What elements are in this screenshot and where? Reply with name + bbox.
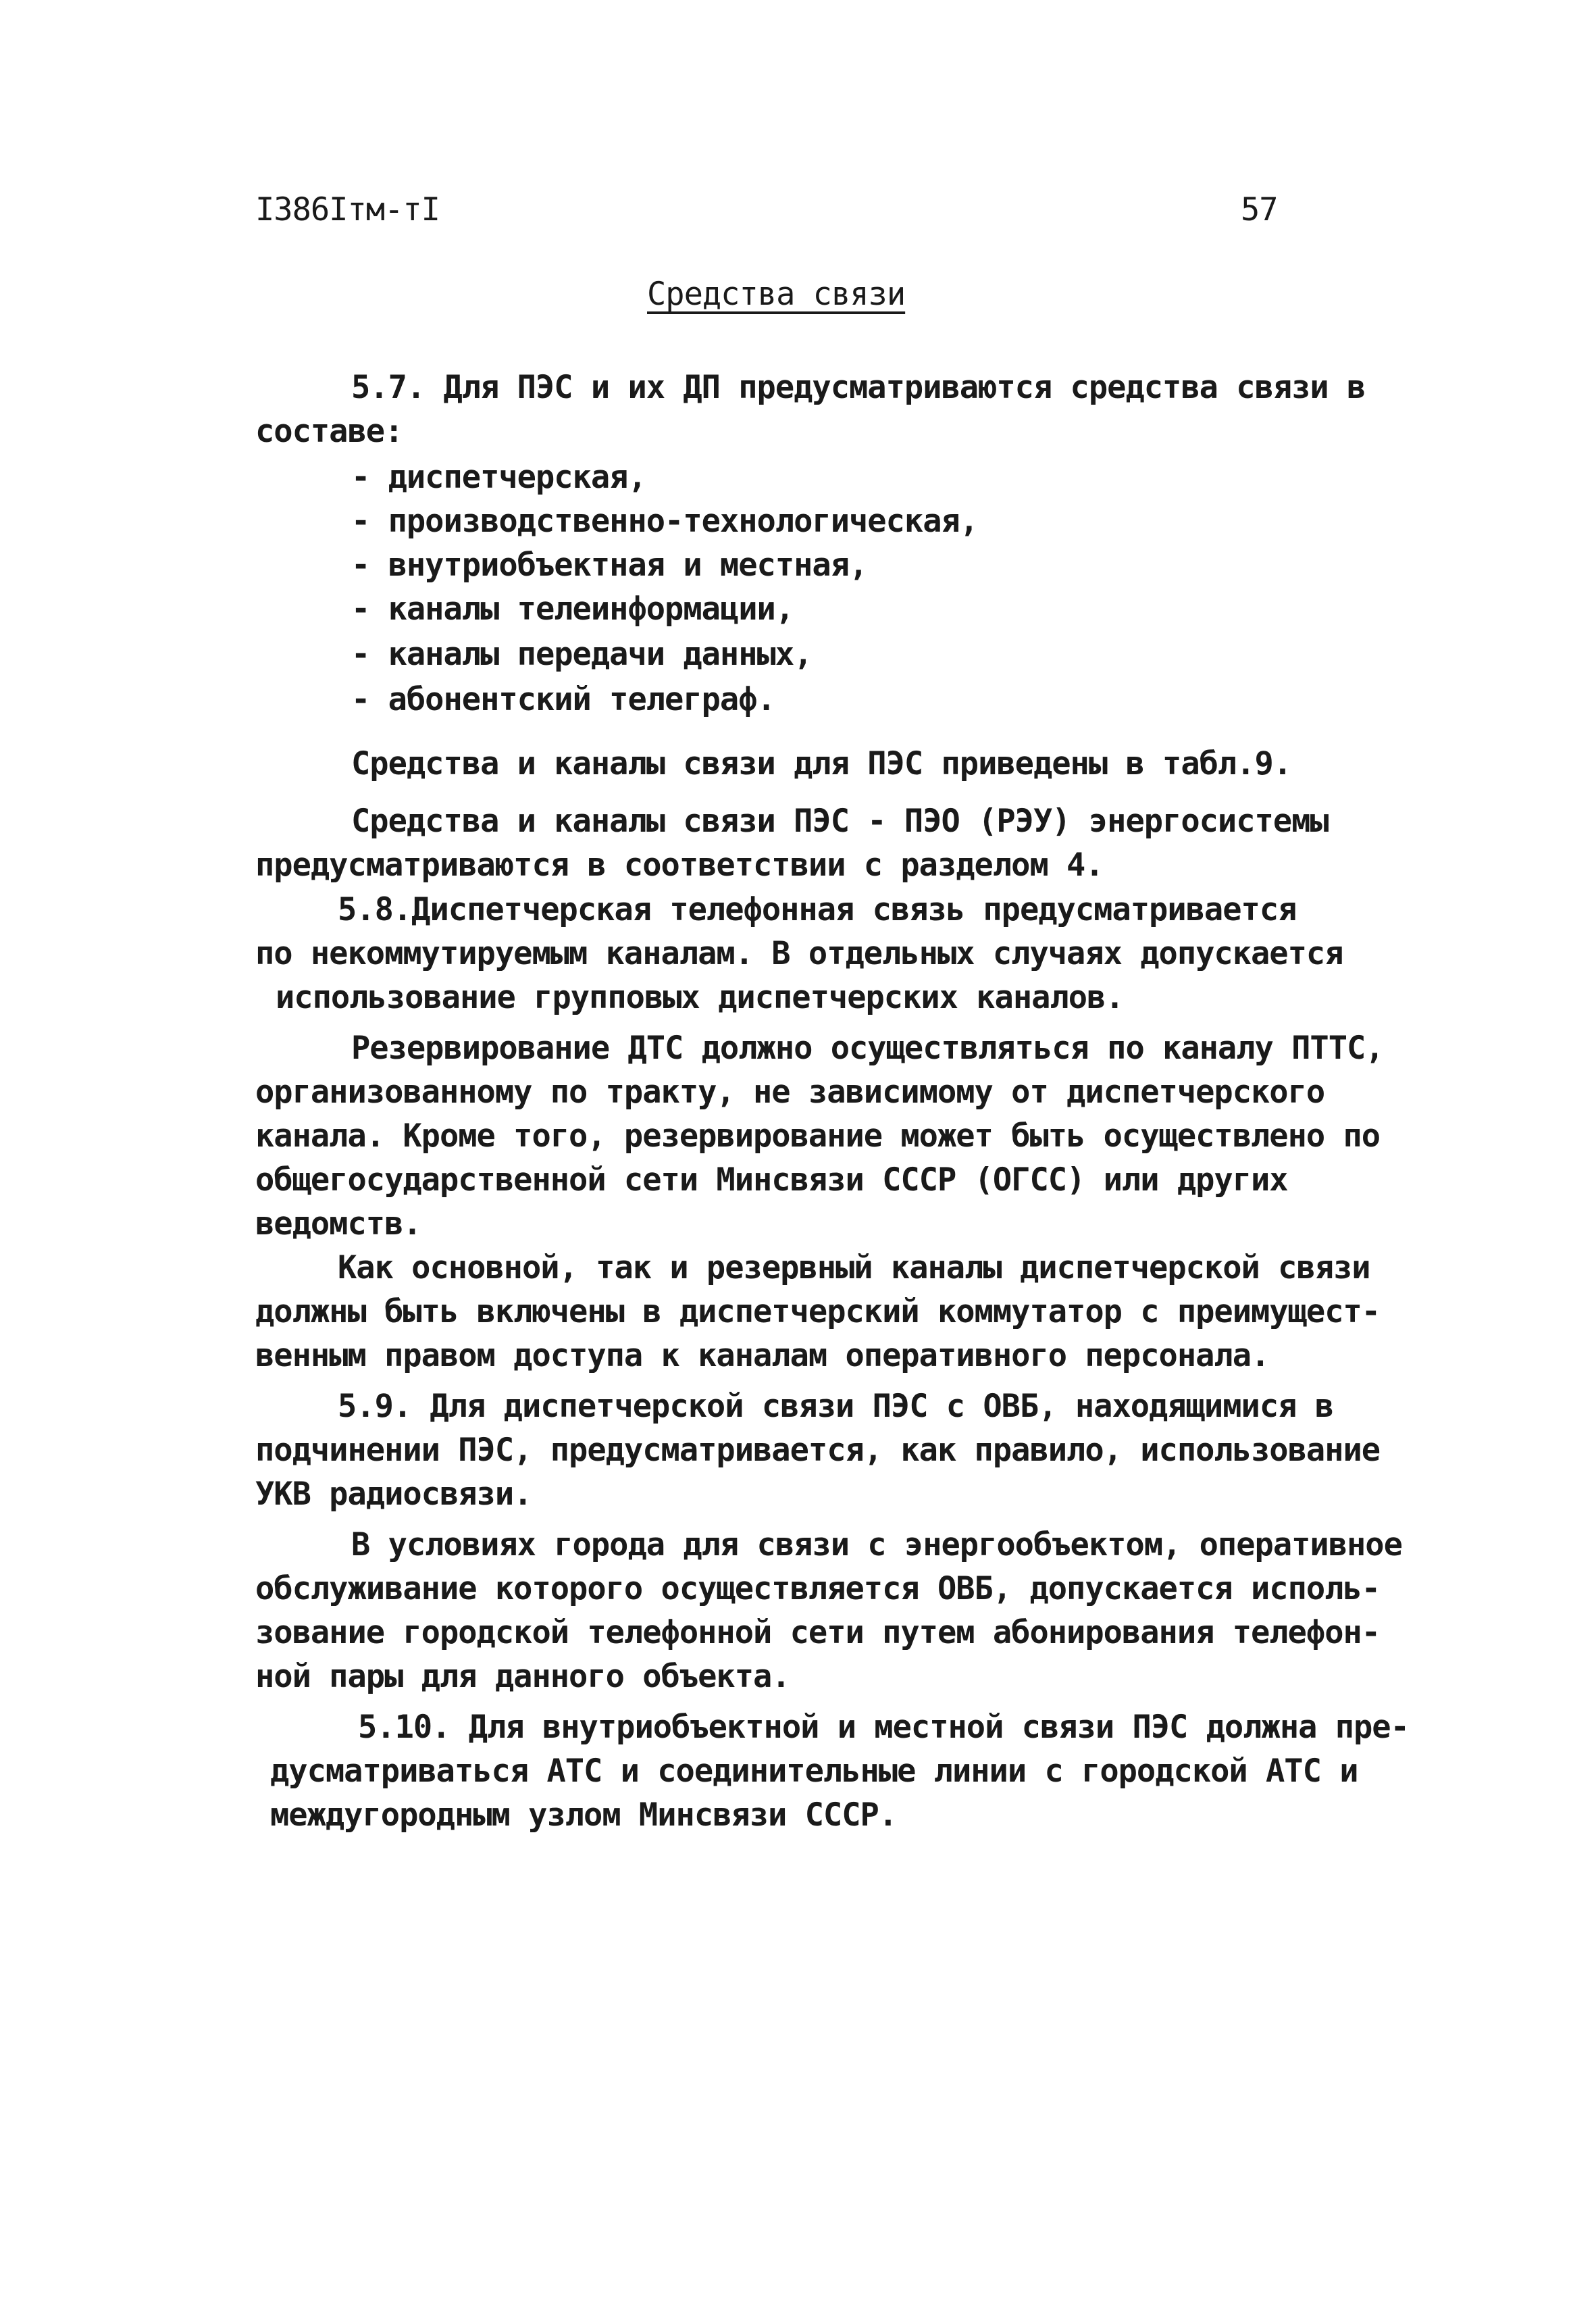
page-number: 57 xyxy=(1241,191,1278,228)
body-line: 5.7. Для ПЭС и их ДП предусматриваются средства связи в xyxy=(351,369,1366,406)
body-line: зование городской телефонной сети путем абонирования телефон- xyxy=(255,1614,1381,1651)
body-line: дусматриваться АТС и соединительные линии с городской АТС и xyxy=(270,1753,1358,1790)
body-line: использование групповых диспетчерских каналов. xyxy=(276,979,1124,1016)
list-item: - абонентский телеграф. xyxy=(351,681,775,718)
list-item: - каналы передачи данных, xyxy=(351,636,813,673)
body-line: организованному по тракту, не зависимому от диспетчерского xyxy=(255,1074,1325,1111)
body-line: Резервирование ДТС должно осуществляться по каналу ПТТС, xyxy=(351,1030,1384,1067)
body-line: канала. Кроме того, резервирование может быть осуществлено по xyxy=(255,1117,1381,1155)
body-line: подчинении ПЭС, предусматривается, как правило, использование xyxy=(255,1432,1381,1469)
list-item: - каналы телеинформации, xyxy=(351,590,794,628)
body-line: Как основной, так и резервный каналы диспетчерской связи xyxy=(338,1249,1370,1286)
body-line: общегосударственной сети Минсвязи СССР (ОГСС) или других xyxy=(255,1161,1288,1199)
body-line: междугородным узлом Минсвязи СССР. xyxy=(270,1796,898,1834)
list-item: - внутриобъектная и местная, xyxy=(351,547,868,584)
list-item: - производственно-технологическая, xyxy=(351,503,979,540)
body-line: составе: xyxy=(255,413,403,450)
list-item: - диспетчерская, xyxy=(351,459,646,496)
body-line: обслуживание которого осуществляется ОВБ, допускается исполь- xyxy=(255,1570,1381,1607)
body-line: ведомств. xyxy=(255,1205,421,1242)
body-line: УКВ радиосвязи. xyxy=(255,1476,532,1513)
body-line: 5.9. Для диспетчерской связи ПЭС с ОВБ, находящимися в xyxy=(338,1388,1334,1425)
body-line: по некоммутируемым каналам. В отдельных случаях допускается xyxy=(255,935,1343,972)
body-line: Средства и каналы связи ПЭС - ПЭО (РЭУ) энергосистемы xyxy=(351,803,1329,840)
body-line: 5.8.Диспетчерская телефонная связь предусматривается xyxy=(338,891,1297,928)
body-line: ной пары для данного объекта. xyxy=(255,1658,790,1695)
body-line: венным правом доступа к каналам оперативного персонала. xyxy=(255,1337,1270,1374)
document-code: I386Iтм-тI xyxy=(255,191,440,228)
body-line: В условиях города для связи с энергообъектом, оперативное xyxy=(351,1526,1402,1563)
body-line: Средства и каналы связи для ПЭС приведены в табл.9. xyxy=(351,745,1292,782)
body-line: предусматриваются в соответствии с разделом 4. xyxy=(255,847,1104,884)
section-title: Средства связи xyxy=(647,276,906,313)
body-line: 5.10. Для внутриобъектной и местной связи ПЭС должна пре- xyxy=(358,1709,1409,1746)
body-line: должны быть включены в диспетчерский коммутатор с преимущест- xyxy=(255,1293,1381,1330)
